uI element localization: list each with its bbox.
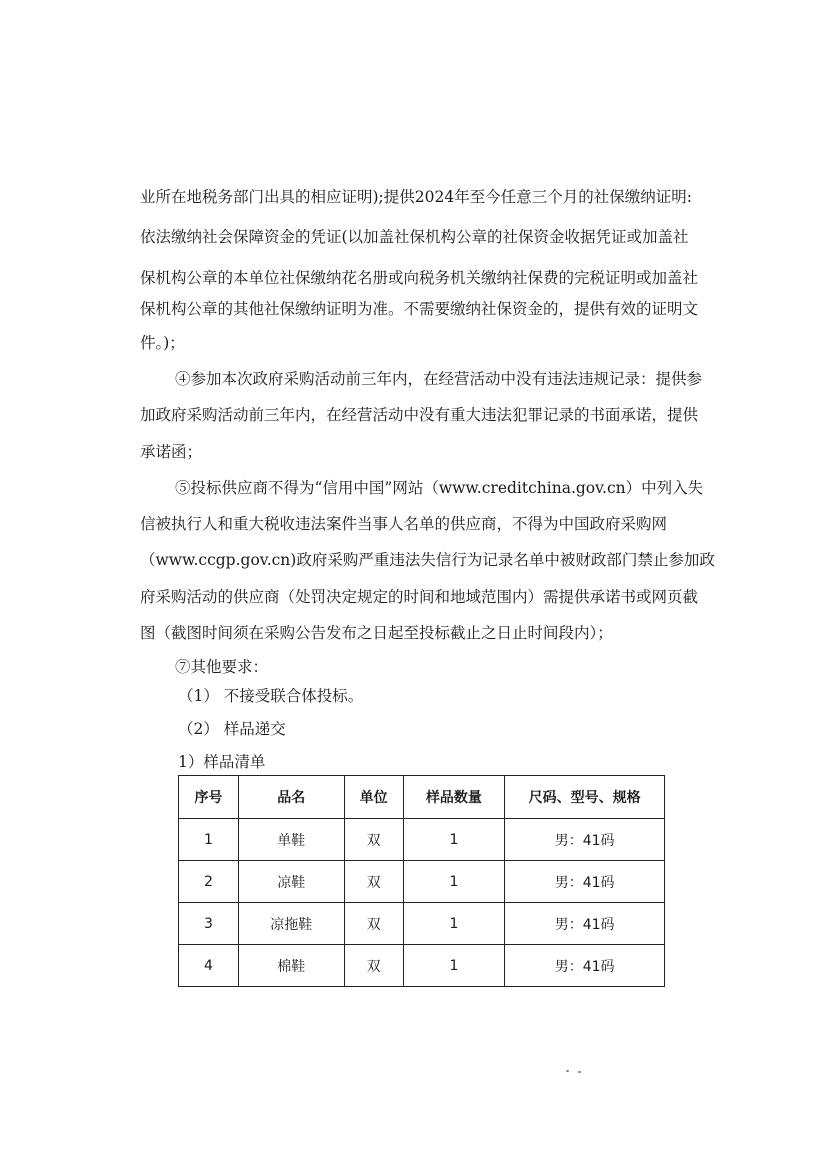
- sample-table: [178, 775, 665, 987]
- header-cell: 品名: [238, 776, 344, 819]
- paragraph-line: 加政府采购活动前三年内，在经营活动中没有重大违法犯罪记录的书面承诺，提供: [140, 406, 699, 424]
- item-5-line: ⑤投标供应商不得为“信用中国”网站（www.creditchina.gov.cn）中列入失: [175, 479, 704, 497]
- header-cell: 样品数量: [403, 776, 505, 819]
- table-cell: 单鞋: [238, 819, 344, 861]
- table-cell: 男：41码: [505, 819, 665, 861]
- paragraph-line: 保机构公章的本单位社保缴纳花名册或向税务机关缴纳社保费的完税证明或加盖社: [140, 269, 699, 287]
- table-cell: 1: [403, 903, 505, 945]
- table-row: [179, 903, 665, 945]
- table-cell: 1: [403, 819, 505, 861]
- table-row: [179, 819, 665, 861]
- table-cell: 双: [344, 819, 403, 861]
- sub-item-1: （1） 不接受联合体投标。: [178, 687, 364, 705]
- sub-item-2: （2） 样品递交: [178, 720, 286, 738]
- table-cell: 4: [179, 945, 239, 987]
- header-cell: 序号: [179, 776, 239, 819]
- table-row: [179, 861, 665, 903]
- table-cell: 双: [344, 945, 403, 987]
- paragraph-line: 承诺函；: [140, 443, 203, 461]
- sample-list-heading: 1）样品清单: [178, 753, 266, 771]
- table-cell: 1: [179, 819, 239, 861]
- paragraph-line: 信被执行人和重大税收违法案件当事人名单的供应商，不得为中国政府采购网: [140, 515, 668, 533]
- table-cell: 双: [344, 903, 403, 945]
- paragraph-line: 件。)；: [140, 334, 185, 352]
- table-cell: 棉鞋: [238, 945, 344, 987]
- paragraph-line: 业所在地税务部门出具的相应证明);提供2024年至今任意三个月的社保缴纳证明:: [140, 188, 692, 206]
- paragraph-line: 图（截图时间须在采购公告发布之日起至投标截止之日止时间段内）；: [140, 624, 613, 642]
- scan-speckle: [566, 1068, 586, 1074]
- table-cell: 双: [344, 861, 403, 903]
- table-cell: 男：41码: [505, 903, 665, 945]
- paragraph-line: 保机构公章的其他社保缴纳证明为准。不需要缴纳社保资金的，提供有效的证明文: [140, 300, 699, 318]
- table-cell: 男：41码: [505, 945, 665, 987]
- item-4-line: ④参加本次政府采购活动前三年内，在经营活动中没有违法违规记录：提供参: [175, 370, 703, 388]
- table-cell: 1: [403, 945, 505, 987]
- paragraph-line: 依法缴纳社会保障资金的凭证(以加盖社保机构公章的社保资金收据凭证或加盖社: [140, 228, 689, 246]
- paragraph-line: （www.ccgp.gov.cn)政府采购严重违法失信行为记录名单中被财政部门禁止参加政: [140, 551, 715, 569]
- paragraph-line: 府采购活动的供应商（处罚决定规定的时间和地域范围内）需提供承诺书或网页截: [140, 588, 699, 606]
- header-cell: 单位: [344, 776, 403, 819]
- table-cell: 3: [179, 903, 239, 945]
- table-row: [179, 945, 665, 987]
- item-7-heading: ⑦其他要求：: [175, 658, 269, 676]
- table-cell: 凉拖鞋: [238, 903, 344, 945]
- table-cell: 2: [179, 861, 239, 903]
- table-cell: 凉鞋: [238, 861, 344, 903]
- table-header-row: [179, 776, 665, 819]
- table-cell: 1: [403, 861, 505, 903]
- header-cell: 尺码、型号、规格: [505, 776, 665, 819]
- table-cell: 男：41码: [505, 861, 665, 903]
